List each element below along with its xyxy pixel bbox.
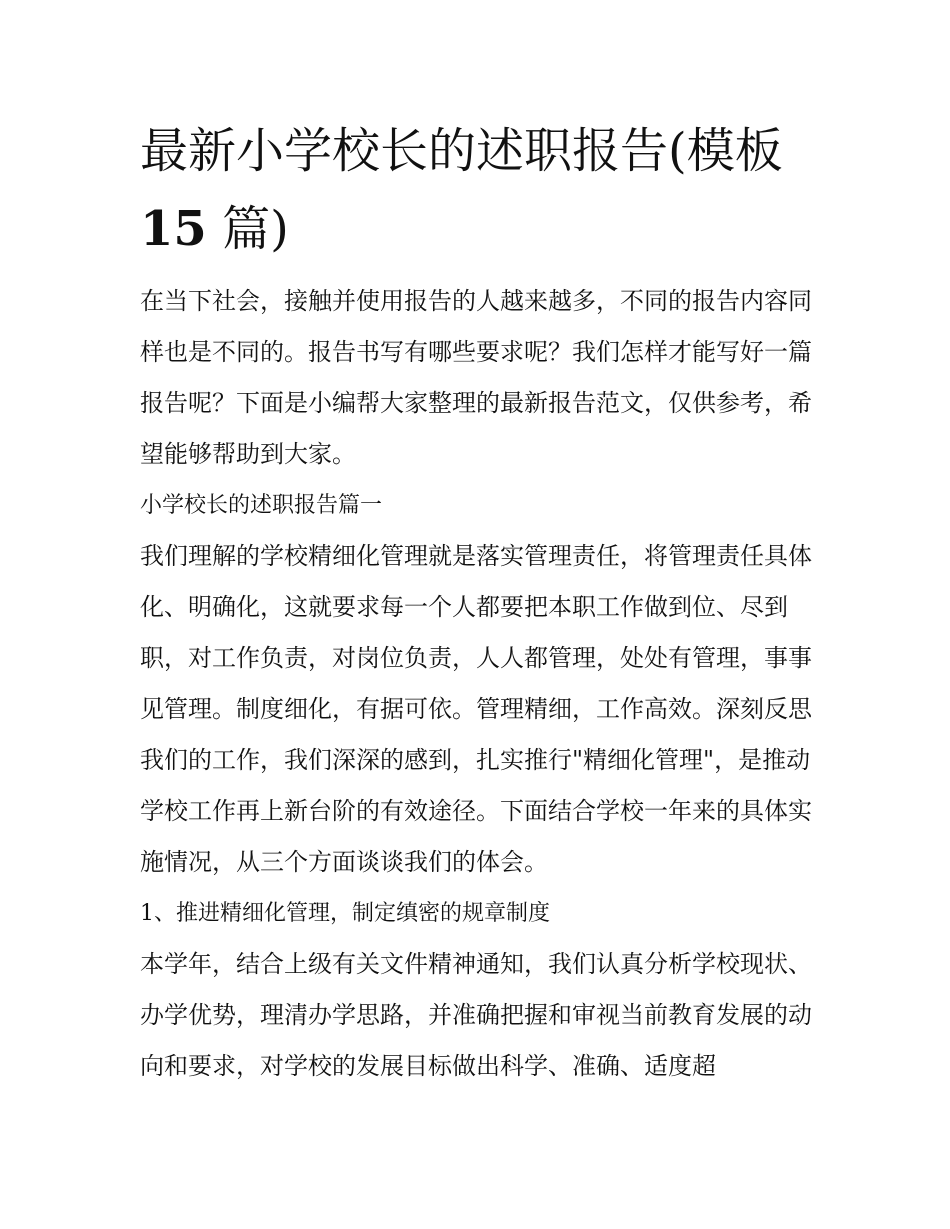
section-heading: 小学校长的述职报告篇一	[140, 493, 383, 518]
intro-paragraph: 在当下社会，接触并使用报告的人越来越多，不同的报告内容同样也是不同的。报告书写有哪些要求呢？我们怎样才能写好一篇报告呢？下面是小编帮大家整理的最新报告范文，仅供参考，希望能够帮助到大家。	[140, 287, 812, 468]
title-tail: 篇)	[222, 201, 289, 257]
title-number: 15	[140, 201, 207, 257]
body-paragraph-1: 我们理解的学校精细化管理就是落实管理责任，将管理责任具体化、明确化，这就要求每一个人都要把本职工作做到位、尽到职，对工作负责，对岗位负责，人人都管理，处处有管理，事事见管理。制度细化，有据可依。管理精细，工作高效。深刻反思我们的工作，我们深深的感到，扎实推行"精细化管理"，是推动学校工作再上新台阶的有效途径。下面结合学校一年来的具体实施情况，从三个方面谈谈我们的体会。	[140, 542, 812, 876]
subheading-1: 1、推进精细化管理，制定缜密的规章制度	[140, 901, 550, 926]
document-content	[140, 112, 812, 1092]
title-main: 最新小学校长的述职报告(模板	[140, 123, 783, 179]
document-title	[140, 112, 812, 268]
body-paragraph-2: 本学年，结合上级有关文件精神通知，我们认真分析学校现状、办学优势，理清办学思路，并准确把握和审视当前教育发展的动向和要求，对学校的发展目标做出科学、准确、适度超	[140, 950, 812, 1080]
document-body	[140, 276, 812, 1092]
